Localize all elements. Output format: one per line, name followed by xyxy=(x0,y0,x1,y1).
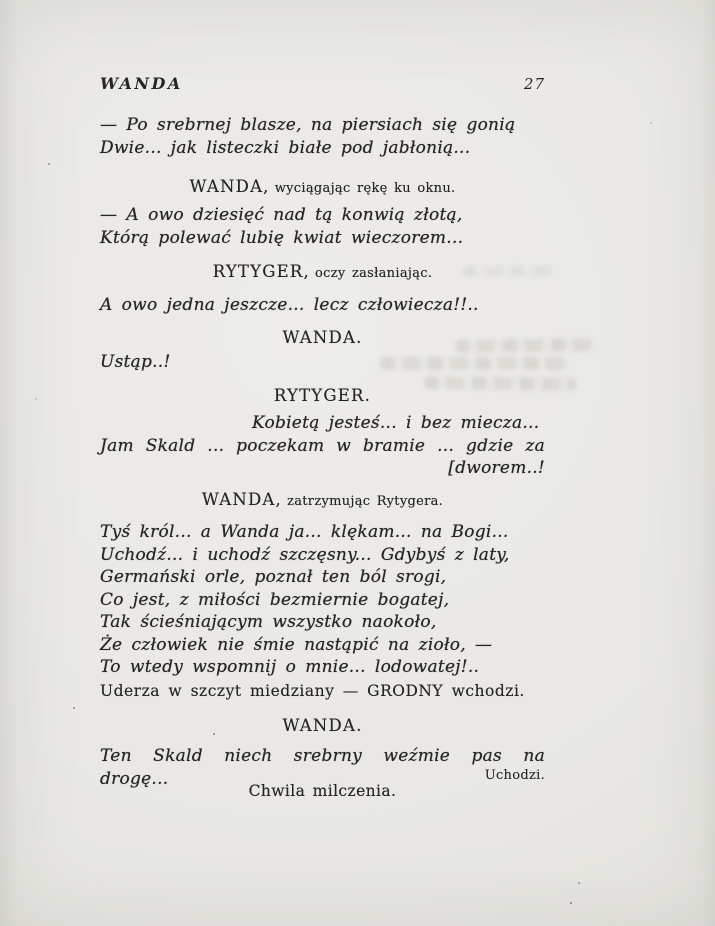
scan-speck xyxy=(35,398,37,400)
verse-line: A owo jedna jeszcze... lecz człowiecza!!.. xyxy=(100,295,479,315)
verse-line: Jam Skald ... poczekam w bramie ... gdzie za xyxy=(100,435,545,456)
stage-direction-silence: Chwila milczenia. xyxy=(248,782,397,800)
speaker-name: WANDA. xyxy=(282,328,363,347)
verse-rytyger-2 xyxy=(100,412,545,480)
verse-line: Germański orle, poznał ten ból srogi, xyxy=(100,567,447,587)
verse-line: Dwie... jak listeczki białe pod jabłonią... xyxy=(100,137,471,158)
scan-speck xyxy=(650,122,652,124)
verse-line: Że człowiek nie śmie nastąpić na zioło, — xyxy=(100,634,493,655)
verse-opening xyxy=(100,114,545,159)
scan-speck xyxy=(578,882,580,884)
page-number: 27 xyxy=(523,75,545,93)
speaker-name: RYTYGER, xyxy=(212,262,310,281)
verse-line: Tyś król... a Wanda ja... klękam... na Bogi... xyxy=(100,522,509,542)
speaker-name: RYTYGER. xyxy=(273,386,372,405)
verse-line: Którą polewać lubię kwiat wieczorem... xyxy=(100,227,464,248)
speaker-heading-rytyger-2 xyxy=(100,386,545,405)
verse-line: Tak ścieśniającym wszystko naokoło, xyxy=(100,612,437,632)
verse-line: — Po srebrnej blasze, na piersiach się gonią xyxy=(100,115,516,135)
stage-direction-inline: zatrzymując Rytygera. xyxy=(287,494,444,509)
verse-line-turnover: [dworem..! xyxy=(448,458,545,478)
stage-direction-grodny: Uderza w szczyt miedziany — GRODNY wchodzi. xyxy=(100,682,525,700)
scan-speck xyxy=(73,707,75,709)
running-title: WANDA xyxy=(100,74,183,93)
speaker-heading-wanda-1 xyxy=(100,177,545,196)
speaker-heading-wanda-4 xyxy=(100,716,545,735)
speaker-heading-rytyger-1 xyxy=(100,262,545,281)
speaker-name: WANDA. xyxy=(282,716,363,735)
verse-rytyger-1 xyxy=(100,294,545,317)
stage-direction-exit: Uchodzi. xyxy=(484,768,545,783)
verse-line: Ustąp..! xyxy=(100,352,171,372)
verse-line: Ten Skald niech srebrny weźmie pas na drogę... xyxy=(100,746,545,789)
verse-line: Kobietą jesteś... i bez miecza... xyxy=(252,413,540,433)
speaker-heading-wanda-3 xyxy=(100,490,545,509)
verse-wanda-2 xyxy=(100,351,545,374)
verse-wanda-3 xyxy=(100,521,545,679)
scan-speck xyxy=(570,902,572,904)
speaker-name: WANDA, xyxy=(189,177,270,196)
speaker-name: WANDA, xyxy=(201,490,282,509)
page-header xyxy=(100,74,545,93)
verse-line: — A owo dziesięć nad tą konwią złotą, xyxy=(100,205,463,225)
verse-wanda-1 xyxy=(100,204,545,249)
verse-line: Co jest, z miłości bezmiernie bogatej, xyxy=(100,589,450,610)
verse-line: Uchodź... i uchodź szczęsny... Gdybyś z laty, xyxy=(100,544,510,565)
stage-direction-inline: wyciągając rękę ku oknu. xyxy=(274,181,456,196)
scan-speck xyxy=(48,163,50,165)
speaker-heading-wanda-2 xyxy=(100,328,545,347)
verse-line: To wtedy wspomnij o mnie... lodowatej!.. xyxy=(100,657,480,677)
stage-direction-inline: oczy zasłaniając. xyxy=(315,266,433,281)
